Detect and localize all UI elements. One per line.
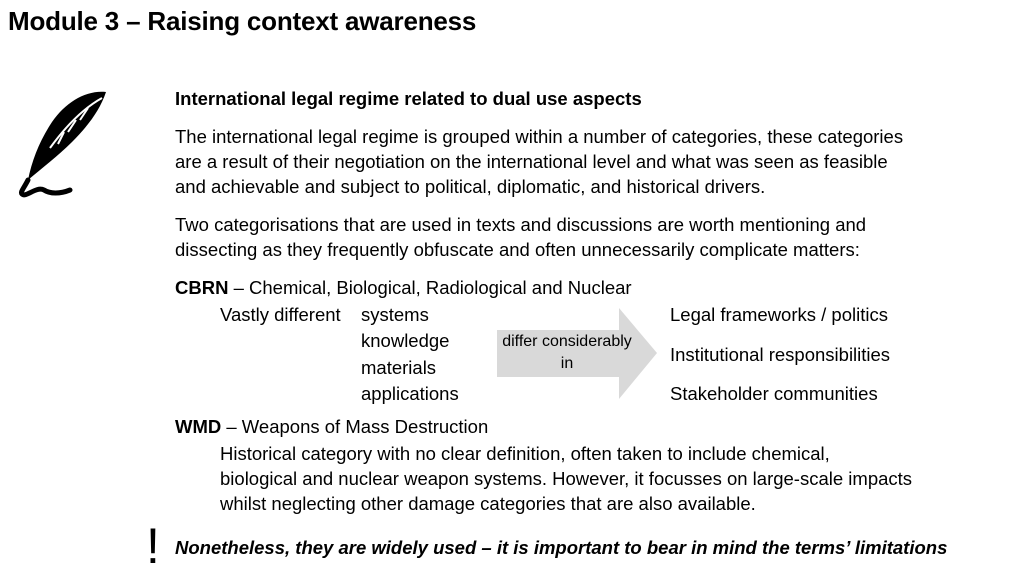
quill-pen-icon — [14, 86, 114, 198]
cbrn-acronym: CBRN — [175, 277, 229, 298]
cbrn-outcome: Institutional responsibilities — [670, 344, 891, 365]
wmd-description — [220, 441, 980, 516]
cbrn-definition — [175, 275, 632, 300]
cbrn-item: knowledge — [361, 330, 450, 351]
wmd-expansion: – Weapons of Mass Destruction — [221, 416, 489, 437]
cbrn-outcome: Legal frameworks / politics — [670, 304, 888, 325]
paragraph-intro — [175, 124, 903, 199]
cbrn-item: systems — [361, 304, 429, 325]
closing-statement: Nonetheless, they are widely used – it is important to bear in mind the terms’ limitations — [175, 537, 948, 558]
cbrn-item: materials — [361, 357, 437, 378]
section-heading: International legal regime related to dual use aspects — [175, 88, 642, 109]
page-title: Module 3 – Raising context awareness — [8, 6, 477, 36]
arrow-label: differ considerably in — [502, 333, 632, 372]
paragraph-line: Historical category with no clear definition, often taken to include chemical, — [220, 443, 830, 464]
paragraph-line: are a result of their negotiation on the international level and what was seen as feasible — [175, 151, 888, 172]
cbrn-expansion: – Chemical, Biological, Radiological and Nuclear — [228, 277, 632, 298]
paragraph-line: dissecting as they frequently obfuscate and often unnecessarily complicate matters: — [175, 239, 860, 260]
wmd-acronym: WMD — [175, 416, 222, 437]
paragraph-line: The international legal regime is grouped within a number of categories, these categories — [175, 126, 904, 147]
wmd-definition — [175, 414, 488, 439]
exclamation-icon: ! — [146, 518, 160, 574]
paragraph-categorisations — [175, 212, 866, 262]
cbrn-outcome: Stakeholder communities — [670, 383, 878, 404]
cbrn-lead-text: Vastly different — [220, 304, 341, 325]
paragraph-line: Two categorisations that are used in texts and discussions are worth mentioning and — [175, 214, 867, 235]
cbrn-item: applications — [361, 383, 459, 404]
paragraph-line: whilst neglecting other damage categories that are also available. — [220, 493, 756, 514]
paragraph-line: and achievable and subject to political, diplomatic, and historical drivers. — [175, 176, 766, 197]
paragraph-line: biological and nuclear weapon systems. However, it focusses on large-scale impacts — [220, 468, 913, 489]
